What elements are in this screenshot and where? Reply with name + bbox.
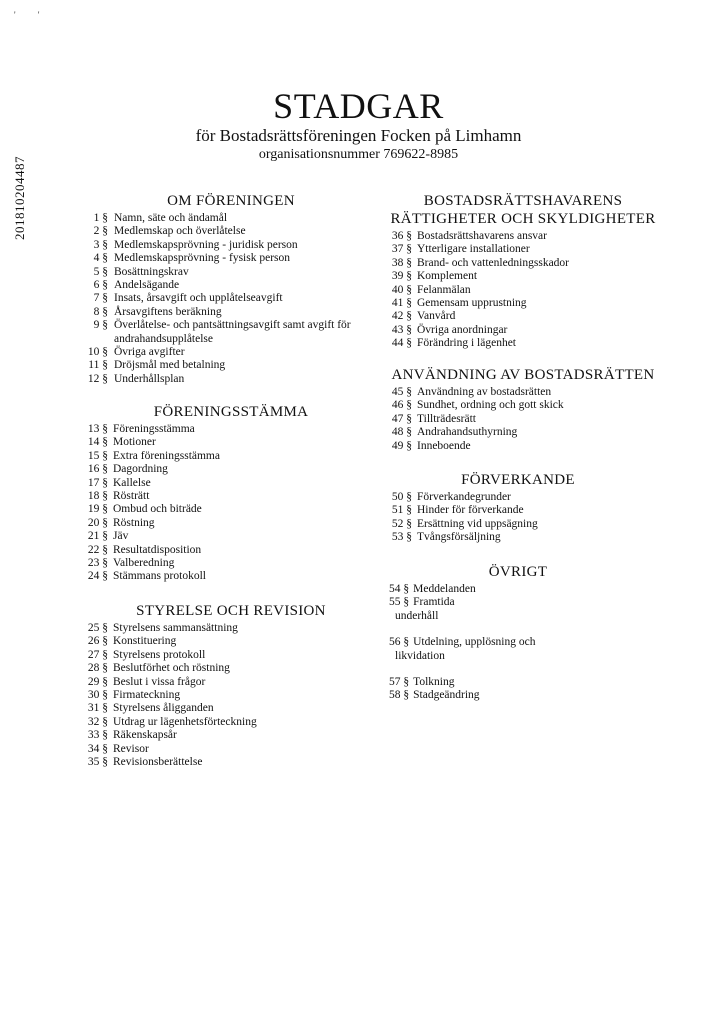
list-item <box>383 284 663 297</box>
paragraph-number: 49 § <box>391 439 412 452</box>
list-item <box>86 517 376 530</box>
list-item <box>86 346 376 359</box>
paragraph-title: Jäv <box>113 530 129 543</box>
paragraph-title: Dröjsmål med betalning <box>114 359 226 372</box>
paragraph-number: 8 § <box>93 305 108 318</box>
paragraph-title: Rösträtt <box>113 490 150 503</box>
list-item <box>86 212 376 225</box>
paragraph-number: 39 § <box>391 270 412 283</box>
paragraph-title: Styrelsens protokoll <box>113 648 206 661</box>
paragraph-title: Förändring i lägenhet <box>417 337 517 350</box>
list-item <box>86 570 376 583</box>
list-item <box>383 596 663 609</box>
list-item <box>86 729 376 742</box>
section-title: ANVÄNDNING AV BOSTADSRÄTTEN <box>391 367 655 383</box>
paragraph-number: 25 § <box>87 622 108 634</box>
paragraph-title: underhåll <box>395 609 439 622</box>
section-items <box>383 230 663 351</box>
section-forverkande <box>383 471 663 545</box>
list-item <box>383 243 663 256</box>
section-om-foreningen <box>86 192 376 386</box>
paragraph-number: 35 § <box>87 756 108 769</box>
paragraph-title: Dagordning <box>113 463 168 476</box>
paragraph-title: Användning av bostadsrätten <box>417 386 552 398</box>
list-item <box>86 252 376 265</box>
list-item <box>86 477 376 490</box>
paragraph-number: 22 § <box>87 543 108 556</box>
section-title <box>383 563 663 581</box>
paragraph-title: Styrelsens sammansättning <box>113 622 238 634</box>
paragraph-number: 36 § <box>391 230 412 242</box>
list-item <box>383 413 663 426</box>
list-item <box>86 716 376 729</box>
paragraph-title: Valberedning <box>113 557 175 570</box>
paragraph-title: Vanvård <box>417 310 456 323</box>
paragraph-title: Utdelning, upplösning och <box>413 636 536 649</box>
paragraph-number: 33 § <box>87 729 108 742</box>
paragraph-number: 34 § <box>87 742 108 755</box>
list-item <box>383 310 663 323</box>
section-title: FÖRENINGSSTÄMMA <box>153 404 309 420</box>
paragraph-number: 54 § <box>389 583 410 595</box>
list-item <box>86 689 376 702</box>
list-item <box>86 279 376 292</box>
side-registration-number: 201810204487 <box>12 156 27 240</box>
paragraph-title: Utdrag ur lägenhetsförteckning <box>113 715 257 728</box>
paragraph-number: 58 § <box>389 689 410 702</box>
list-item <box>86 373 376 386</box>
paragraph-number: 14 § <box>87 436 108 449</box>
paragraph-number: 51 § <box>391 504 412 517</box>
list-item <box>86 436 376 449</box>
paragraph-number: 42 § <box>391 310 412 323</box>
paragraph-title: Insats, årsavgift och upplåtelseavgift <box>114 292 283 305</box>
paragraph-title: Meddelanden <box>413 583 476 595</box>
paragraph-number: 47 § <box>391 412 412 425</box>
paragraph-title: Röstning <box>113 516 155 529</box>
list-item <box>383 257 663 270</box>
paragraph-number: 10 § <box>87 346 108 359</box>
list-item <box>86 225 376 238</box>
paragraph-title: Beslutförhet och röstning <box>113 662 230 675</box>
section-ovrigt <box>383 563 663 703</box>
list-item <box>383 610 663 623</box>
list-item <box>383 337 663 350</box>
list-item <box>86 306 376 319</box>
list-item <box>383 676 663 689</box>
list-item <box>86 743 376 756</box>
paragraph-title: Sundhet, ordning och gott skick <box>417 399 564 412</box>
paragraph-title: Tvångsförsäljning <box>417 531 501 544</box>
paragraph-title: Ytterligare installationer <box>417 243 530 256</box>
list-item <box>86 622 376 635</box>
paragraph-title: Årsavgiftens beräkning <box>114 305 222 318</box>
paragraph-title: Gemensam upprustning <box>417 297 527 310</box>
paragraph-title: Överlåtelse- och pantsättningsavgift samt avgift för andrahandsupplåtelse <box>114 319 351 345</box>
paragraph-title: Beslut i vissa frågor <box>113 675 206 688</box>
list-item <box>86 662 376 675</box>
list-item <box>86 530 376 543</box>
paragraph-title: Övriga avgifter <box>114 346 185 359</box>
list-spacer <box>383 623 663 636</box>
paragraph-number: 26 § <box>87 635 108 648</box>
paragraph-title: Komplement <box>417 270 478 283</box>
list-item <box>86 649 376 662</box>
paragraph-number: 17 § <box>87 476 108 489</box>
section-styrelse-och-revision <box>86 602 376 769</box>
organisation-number: organisationsnummer 769622-8985 <box>258 147 459 162</box>
paragraph-title: Andelsägande <box>114 279 180 292</box>
list-item <box>86 319 376 346</box>
paragraph-number: 41 § <box>391 297 412 310</box>
paragraph-number: 45 § <box>391 386 412 398</box>
paragraph-number: 23 § <box>87 557 108 570</box>
list-item <box>86 756 376 769</box>
paragraph-title: Övriga anordningar <box>417 323 508 336</box>
paragraph-number: 13 § <box>87 423 108 435</box>
paragraph-title: Medlemskapsprövning - juridisk person <box>114 238 298 251</box>
paragraph-number: 27 § <box>87 648 108 661</box>
list-item <box>383 399 663 412</box>
paragraph-number: 38 § <box>391 256 412 269</box>
section-items <box>86 622 376 769</box>
paragraph-number: 44 § <box>391 337 412 350</box>
paragraph-title: Ombud och biträde <box>113 503 202 516</box>
paragraph-title: Revisor <box>113 742 149 755</box>
paragraph-number: 57 § <box>389 676 410 689</box>
list-item <box>86 266 376 279</box>
paragraph-title: Underhållsplan <box>114 372 185 385</box>
list-item <box>86 635 376 648</box>
paragraph-title: Stadgeändring <box>413 689 480 702</box>
paragraph-number: 3 § <box>93 238 108 251</box>
paragraph-title: Konstituering <box>113 635 177 648</box>
paragraph-title: Medlemskapsprövning - fysisk person <box>114 252 290 265</box>
list-item <box>383 650 663 663</box>
paragraph-number: 1 § <box>93 212 108 224</box>
paragraph-number: 20 § <box>87 516 108 529</box>
list-item <box>86 292 376 305</box>
list-item <box>383 270 663 283</box>
paragraph-title: Tolkning <box>413 676 455 689</box>
paragraph-number: 24 § <box>87 570 108 583</box>
paragraph-number: 46 § <box>391 399 412 412</box>
list-item <box>383 518 663 531</box>
paragraph-number: 16 § <box>87 463 108 476</box>
paragraph-title: likvidation <box>395 649 445 662</box>
paragraph-number: 32 § <box>87 715 108 728</box>
list-item <box>383 689 663 702</box>
paragraph-number: 52 § <box>391 517 412 530</box>
section-items <box>383 491 663 545</box>
section-title: STYRELSE OCH REVISION <box>136 603 326 619</box>
list-spacer <box>383 663 663 676</box>
paragraph-title: Namn, säte och ändamål <box>114 212 228 224</box>
paragraph-title: Räkenskapsår <box>113 729 177 742</box>
section-items <box>383 386 663 453</box>
list-item <box>383 386 663 399</box>
paragraph-title: Styrelsens åligganden <box>113 702 214 715</box>
paragraph-number: 5 § <box>93 265 108 278</box>
scan-marks: ' ' <box>14 10 50 20</box>
paragraph-title: Hinder för förverkande <box>417 504 524 517</box>
list-item <box>86 702 376 715</box>
list-item <box>86 423 376 436</box>
paragraph-title: Extra föreningsstämma <box>113 449 220 462</box>
paragraph-title: Medlemskap och överlåtelse <box>114 225 246 238</box>
paragraph-number: 55 § <box>389 596 410 609</box>
list-item <box>86 359 376 372</box>
paragraph-number: 50 § <box>391 491 412 503</box>
paragraph-title: Föreningsstämma <box>113 423 195 435</box>
paragraph-title: Ersättning vid uppsägning <box>417 517 538 530</box>
section-title-text: ÖVRIGT <box>488 564 548 580</box>
section-items <box>86 212 376 386</box>
document-subtitle: för Bostadsrättsföreningen Focken på Limhamn <box>195 126 522 145</box>
paragraph-number: 12 § <box>87 372 108 385</box>
paragraph-title: Motioner <box>113 436 156 449</box>
paragraph-number: 9 § <box>93 319 108 332</box>
paragraph-number: 11 § <box>88 359 108 372</box>
list-item <box>383 504 663 517</box>
list-item <box>383 583 663 596</box>
paragraph-title: Tillträdesrätt <box>417 412 476 425</box>
list-item <box>86 544 376 557</box>
paragraph-title: Förverkandegrunder <box>417 491 511 503</box>
paragraph-title: Framtida <box>413 596 455 609</box>
paragraph-title: Andrahandsuthyrning <box>417 426 518 439</box>
list-item <box>86 676 376 689</box>
paragraph-title: Stämmans protokoll <box>113 570 206 583</box>
paragraph-number: 30 § <box>87 689 108 702</box>
section-title: OM FÖRENINGEN <box>167 193 295 209</box>
paragraph-title: Kallelse <box>113 476 151 489</box>
paragraph-number: 48 § <box>391 426 412 439</box>
section-title-line-2: RÄTTIGHETER OCH SKYLDIGHETER <box>390 211 656 227</box>
list-item <box>383 636 663 649</box>
list-item <box>86 490 376 503</box>
list-item <box>383 531 663 544</box>
paragraph-number: 21 § <box>87 530 108 543</box>
paragraph-number: 28 § <box>87 662 108 675</box>
section-items <box>383 583 663 703</box>
section-bostadsrattshavarens <box>383 192 663 351</box>
section-title: FÖRVERKANDE <box>461 472 575 488</box>
paragraph-number: 15 § <box>87 449 108 462</box>
section-items <box>86 423 376 584</box>
list-item <box>86 557 376 570</box>
paragraph-number: 43 § <box>391 323 412 336</box>
paragraph-number: 31 § <box>87 702 108 715</box>
list-item <box>86 463 376 476</box>
list-item <box>86 503 376 516</box>
paragraph-title: Brand- och vattenledningsskador <box>417 256 570 269</box>
list-item <box>383 297 663 310</box>
document-title: STADGAR <box>273 86 444 126</box>
list-item <box>383 324 663 337</box>
section-title-line-1: BOSTADSRÄTTSHAVARENS <box>423 193 623 209</box>
list-item <box>383 230 663 243</box>
paragraph-number: 18 § <box>87 490 108 503</box>
paragraph-number: 6 § <box>93 279 108 292</box>
list-item <box>383 440 663 453</box>
paragraph-title: Inneboende <box>417 439 471 452</box>
section-anvandning-av-bostadsratten <box>383 366 663 453</box>
paragraph-number: 2 § <box>93 225 108 238</box>
list-item <box>86 239 376 252</box>
paragraph-title: Bostadsrättshavarens ansvar <box>417 230 547 242</box>
paragraph-number: 56 § <box>389 636 410 649</box>
section-foreningsstamma <box>86 403 376 584</box>
paragraph-number: 29 § <box>87 675 108 688</box>
paragraph-number: 53 § <box>391 531 412 544</box>
paragraph-title: Firmateckning <box>113 689 181 702</box>
paragraph-number: 37 § <box>391 243 412 256</box>
paragraph-number: 40 § <box>391 283 412 296</box>
paragraph-number: 7 § <box>93 292 108 305</box>
paragraph-title: Resultatdisposition <box>113 543 202 556</box>
document-header <box>0 86 717 164</box>
paragraph-title: Felanmälan <box>417 283 471 296</box>
list-item <box>86 450 376 463</box>
paragraph-title: Bosättningskrav <box>114 265 189 278</box>
list-item <box>383 491 663 504</box>
paragraph-number: 19 § <box>87 503 108 516</box>
paragraph-title: Revisionsberättelse <box>113 756 203 769</box>
list-item <box>383 426 663 439</box>
paragraph-number: 4 § <box>93 252 108 265</box>
